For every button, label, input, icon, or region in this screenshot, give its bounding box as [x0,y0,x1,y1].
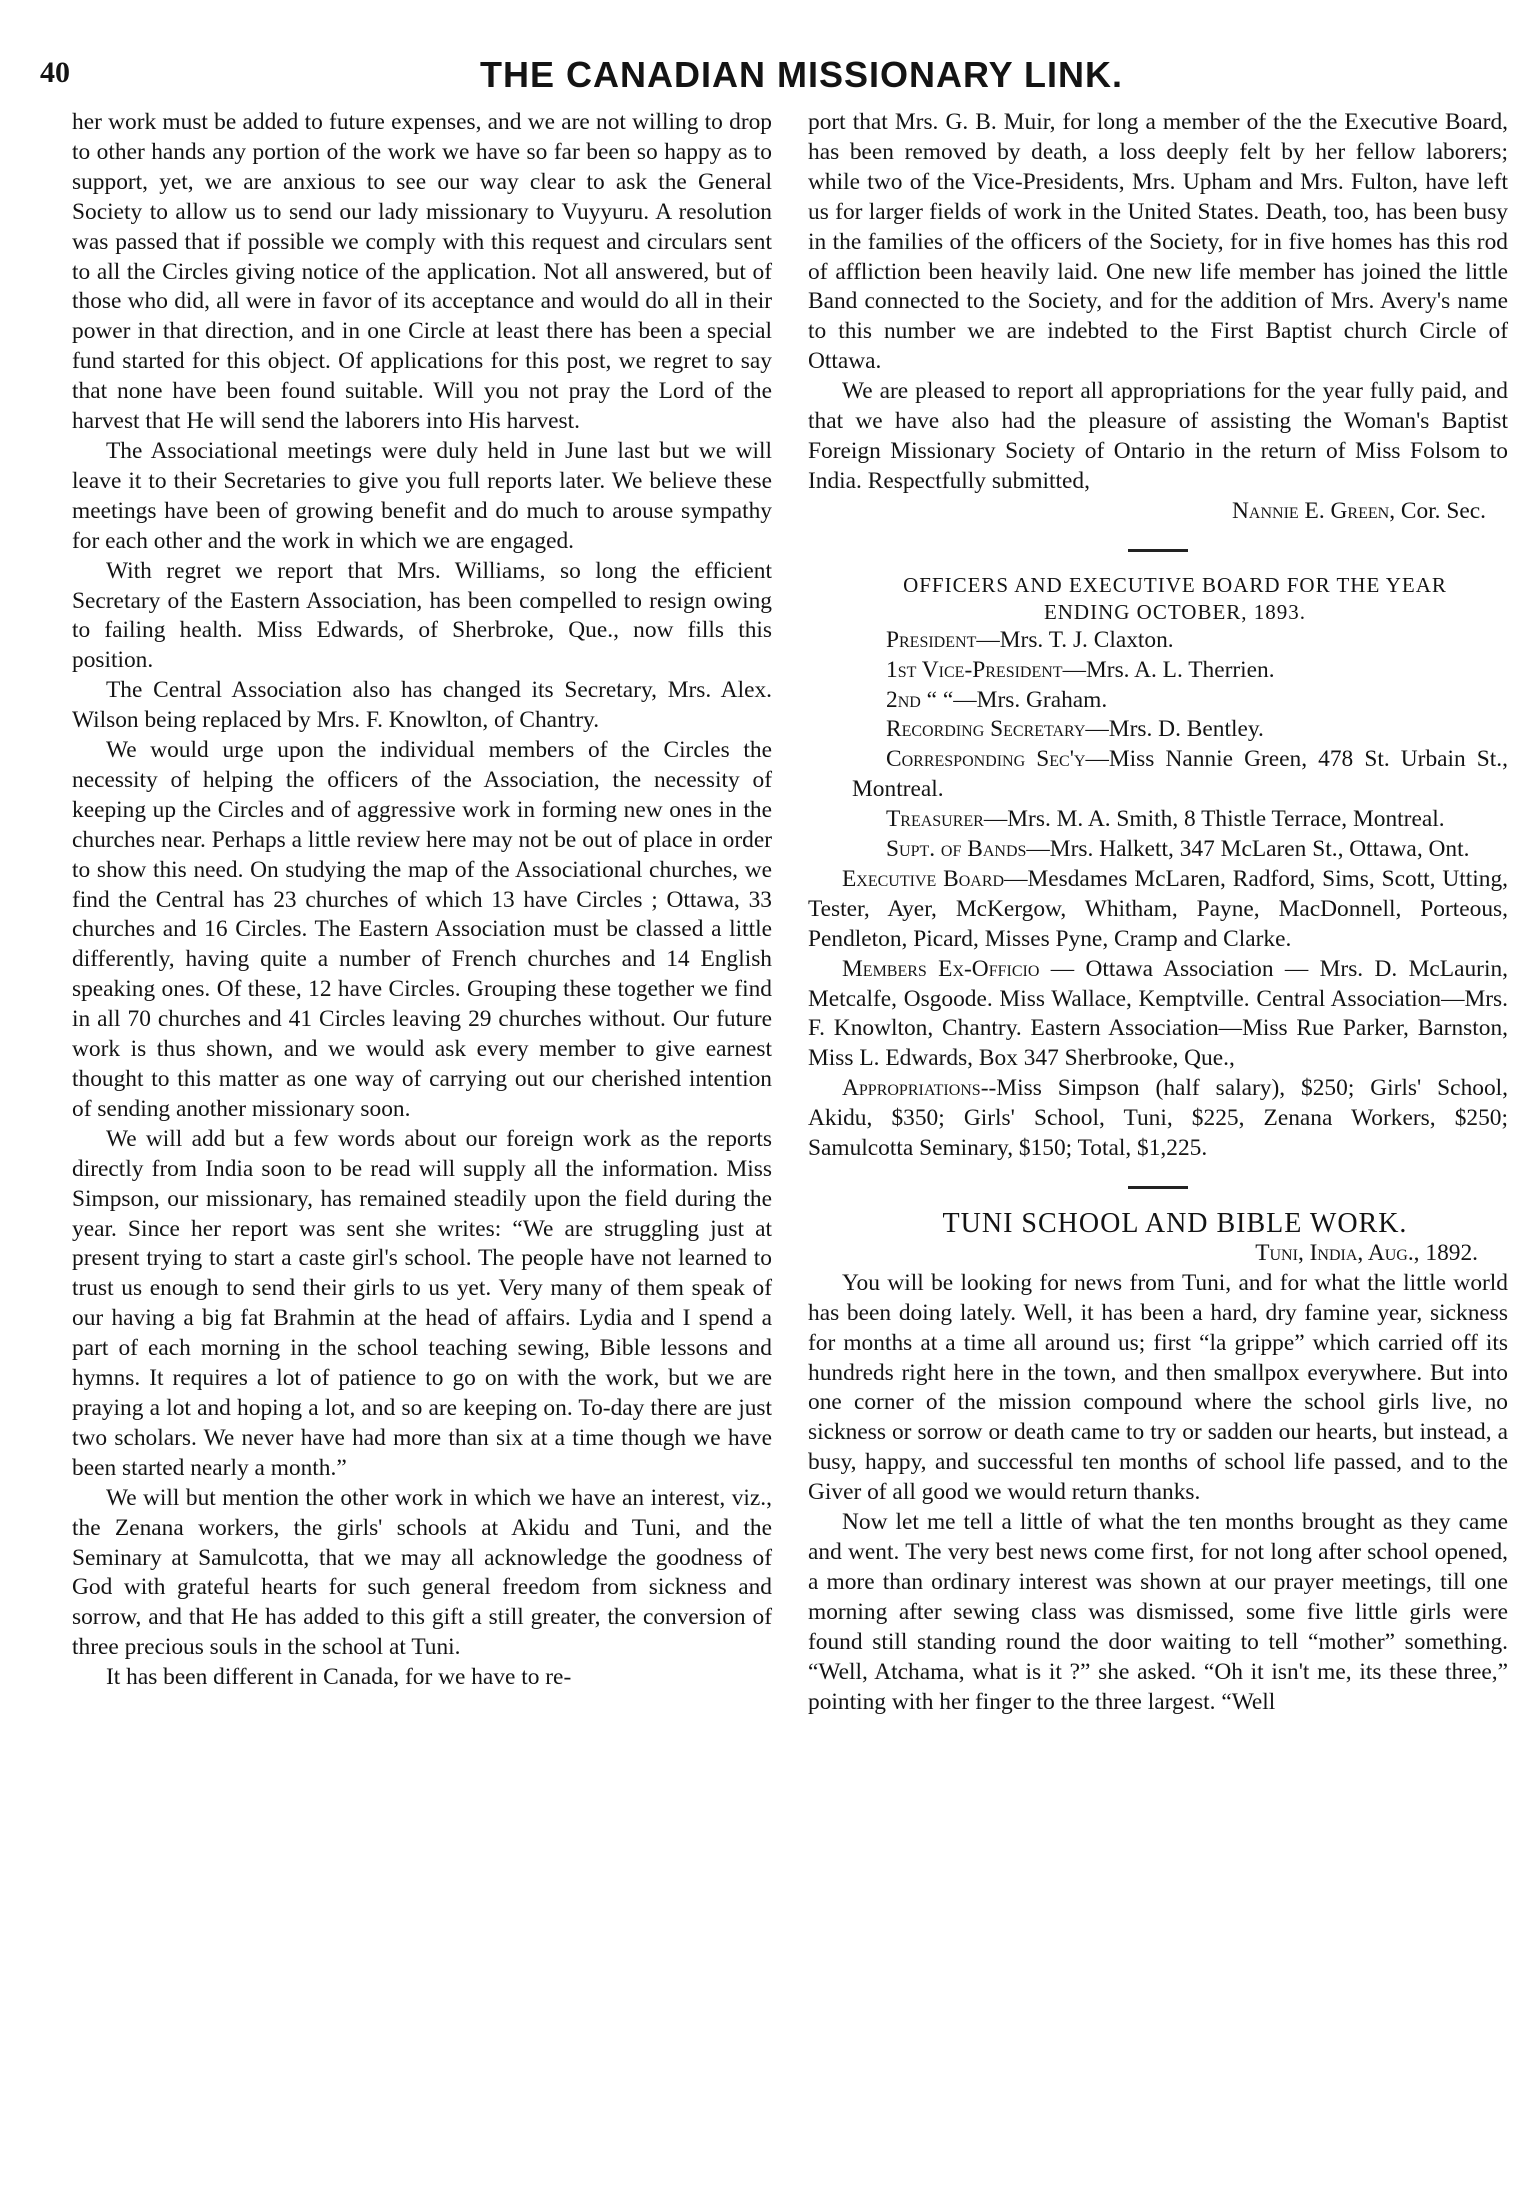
article-title: TUNI SCHOOL AND BIBLE WORK. [942,1208,1408,1239]
section-divider [1128,549,1188,552]
body-paragraph: The Central Association also has changed its Secretary, Mrs. Alex. Wilson being replaced by Mrs. F. Knowlton, of Chantry. [72,677,772,734]
executive-board [808,865,1508,955]
officer-entry [808,626,1508,656]
officer-entry [808,686,1508,716]
members-ex-officio [808,955,1508,1075]
officer-name: —Mrs. D. Bentley. [1085,716,1264,743]
body-paragraph: Now let me tell a little of what the ten months brought as they came and went. The very best news come first, for not long after school opened, a more than ordinary interest was shown at our prayer meetings, till one morning after sewing class was dismissed, some five little girls were found still standing round the door waiting to tell “mother” something. “Well, Atchama, what is it ?” she asked. “Oh it isn't me, its these three,” pointing with her finger to the three largest. “Well [808,1509,1508,1715]
body-paragraph: We will add but a few words about our foreign work as the reports directly from India soon to be read will supply all the information. Miss Simpson, our missionary, has remained steadily upon the field during the year. Since her report was sent she writes: “We are struggling just at present trying to start a caste girl's school. The people have not learned to trust us enough to send their girls to us yet. Very many of them speak of our having a big fat Brahmin at the head of affairs. Lydia and I spend a part of each morning in the school teaching sewing, Bible lessons and hymns. It requires a lot of patience to go on with the work, but we are praying a lot and hoping a lot, and so are keeping on. To-day there are just two scholars. We never have had more than six at a time though we have been started nearly a month.” [72,1125,772,1481]
appropriations-text: --Miss Simpson (half salary), $250; Girls' School, Akidu, $350; Girls' School, Tuni, $225, Zenana Workers, $250; Samulcotta Seminary, $150; Total, $1,225. [808,1075,1508,1162]
dateline-text: Tuni, India, Aug., 1892. [1255,1239,1478,1266]
officer-role: Corresponding Sec'y [886,746,1086,773]
right-column [808,108,1508,1717]
officer-role: President [886,626,977,653]
body-paragraph: You will be looking for news from Tuni, and for what the little world has been doing lately. Well, it has been a hard, dry famine year, sickness for months at a time all around us; first “la grippe” which carried off its hundreds right here in the town, and then smallpox everywhere. But into one corner of the mission compound where the school girls live, no sickness or sorrow or death came to try or sadden our hearts, but instead, a busy, happy, and successful ten months of school life passed, and to the Giver of all good we would return thanks. [808,1269,1508,1506]
officer-entry [808,745,1508,805]
officer-name: —Mrs. M. A. Smith, 8 Thistle Terrace, Montreal. [983,806,1445,833]
officer-name: —Mrs. Halkett, 347 McLaren St., Ottawa, Ont. [1026,836,1470,863]
body-paragraph: We will but mention the other work in which we have an interest, viz., the Zenana workers, the girls' schools at Akidu and Tuni, and the Seminary at Samulcotta, that we may all acknowledge the goodness of God with grateful hearts for such general freedom from sickness and sorrow, and that He has added to this gift a still greater, the conversion of three precious souls in the school at Tuni. [72,1484,772,1661]
executive-board-text: —Mesdames McLaren, Radford, Sims, Scott, Utting, Tester, Ayer, McKergow, Whitham, Payne, MacDonnell, Porteous, Pendleton, Picard, Misses Pyne, Cramp and Clarke. [808,865,1508,952]
officer-role: 1st Vice-President [886,656,1063,683]
officer-role: Recording Secretary [886,716,1086,743]
executive-board-label: Executive Board [842,865,1005,892]
officer-name: —Miss Nannie Green, 478 St. Urbain St., Montreal. [852,746,1508,803]
officer-entry [808,715,1508,745]
officer-role: Treasurer [886,806,984,833]
officer-entry [808,835,1508,865]
members-ex-officio-text: — Ottawa Association — Mrs. D. McLaurin, Metcalfe, Osgoode. Miss Wallace, Kemptville. Central Association—Mrs. F. Knowlton, Chantry. Eastern Association—Miss Rue Parker, Barnston, Miss L. Edwards, Box 347 Sherbrooke, Que., [808,955,1508,1072]
body-paragraph: her work must be added to future expenses, and we are not willing to drop to other hands any portion of the work we have so far been so happy as to support, yet, we are anxious to see our way clear to ask the General Society to allow us to send our lady missionary to Vuyyuru. A resolution was passed that if possible we comply with this request and circulars sent to all the Circles giving notice of the application. Not all answered, but of those who did, all were in favor of its acceptance and would do all in their power in that direction, and in one Circle at least there has been a special fund started for this object. Of applications for this post, we regret to say that none have been found suitable. Will you not pray the Lord of the harvest that He will send the laborers into His harvest. [72,109,772,435]
body-paragraph: With regret we report that Mrs. Williams, so long the efficient Secretary of the Eastern Association, has been compelled to resign owing to failing health. Miss Edwards, of Sherbroke, Que., now fills this position. [72,557,772,674]
page-number: 40 [40,56,70,89]
officers-heading: OFFICERS AND EXECUTIVE BOARD FOR THE YEAR [903,572,1447,597]
officer-name: —Mrs. A. L. Therrien. [1062,656,1275,683]
signature-title: , Cor. Sec. [1389,497,1486,524]
left-column [72,108,772,1693]
officers-subheading: ENDING OCTOBER, 1893. [1043,599,1307,624]
body-paragraph: port that Mrs. G. B. Muir, for long a member of the the Executive Board, has been removed by death, a loss deeply felt by her fellow laborers; while two of the Vice-Presidents, Mrs. Upham and Mrs. Fulton, have left us for larger fields of work in the United States. Death, too, has been busy in the families of the officers of the Society, for in five homes has this rod of affliction been heavily laid. One new life member has joined the little Band connected to the Society, and for the addition of Mrs. Avery's name to this number we are indebted to the First Baptist church Circle of Ottawa. [808,109,1508,375]
body-paragraph: It has been different in Canada, for we have to re- [106,1664,572,1691]
officer-role: 2nd “ “ [886,686,954,713]
page-header [40,52,1510,102]
body-paragraph: We are pleased to report all appropriations for the year fully paid, and that we have also had the pleasure of assisting the Woman's Baptist Foreign Missionary Society of Ontario in the return of Miss Folsom to India. Respectfully submitted, [808,378,1508,494]
officer-name: —Mrs. T. J. Claxton. [976,626,1174,653]
signature-name: Nannie E. Green [1232,497,1390,524]
officer-entry [808,656,1508,686]
appropriations [808,1074,1508,1164]
members-ex-officio-label: Members Ex-Officio [842,955,1040,982]
section-divider [1128,1186,1188,1189]
running-title: THE CANADIAN MISSIONARY LINK. [480,54,1124,95]
officer-role: Supt. of Bands [886,836,1027,863]
report-signature [808,497,1508,527]
article-dateline [808,1239,1508,1269]
appropriations-label: Appropriations [842,1075,981,1102]
officer-entry [808,805,1508,835]
officer-name: —Mrs. Graham. [953,686,1108,713]
body-paragraph: We would urge upon the individual members of the Circles the necessity of helping the officers of the Association, the necessity of keeping up the Circles and of aggressive work in forming new ones in the churches near. Perhaps a little review here may not be out of place in order to show this need. On studying the map of the Associational churches, we find the Central has 23 churches of which 13 have Circles ; Ottawa, 33 churches and 16 Circles. The Eastern Association must be classed a little differently, having quite a number of French churches and 14 English speaking ones. Of these, 12 have Circles. Grouping these together we find in all 70 churches and 41 Circles leaving 29 churches without. Our future work is thus shown, and we would ask every member to give earnest thought to this matter as one way of carrying out our cherished intention of sending another missionary soon. [72,737,772,1122]
body-paragraph: The Associational meetings were duly held in June last but we will leave it to their Secretaries to give you full reports later. We believe these meetings have been of growing benefit and do much to arouse sympathy for each other and the work in which we are engaged. [72,437,772,554]
